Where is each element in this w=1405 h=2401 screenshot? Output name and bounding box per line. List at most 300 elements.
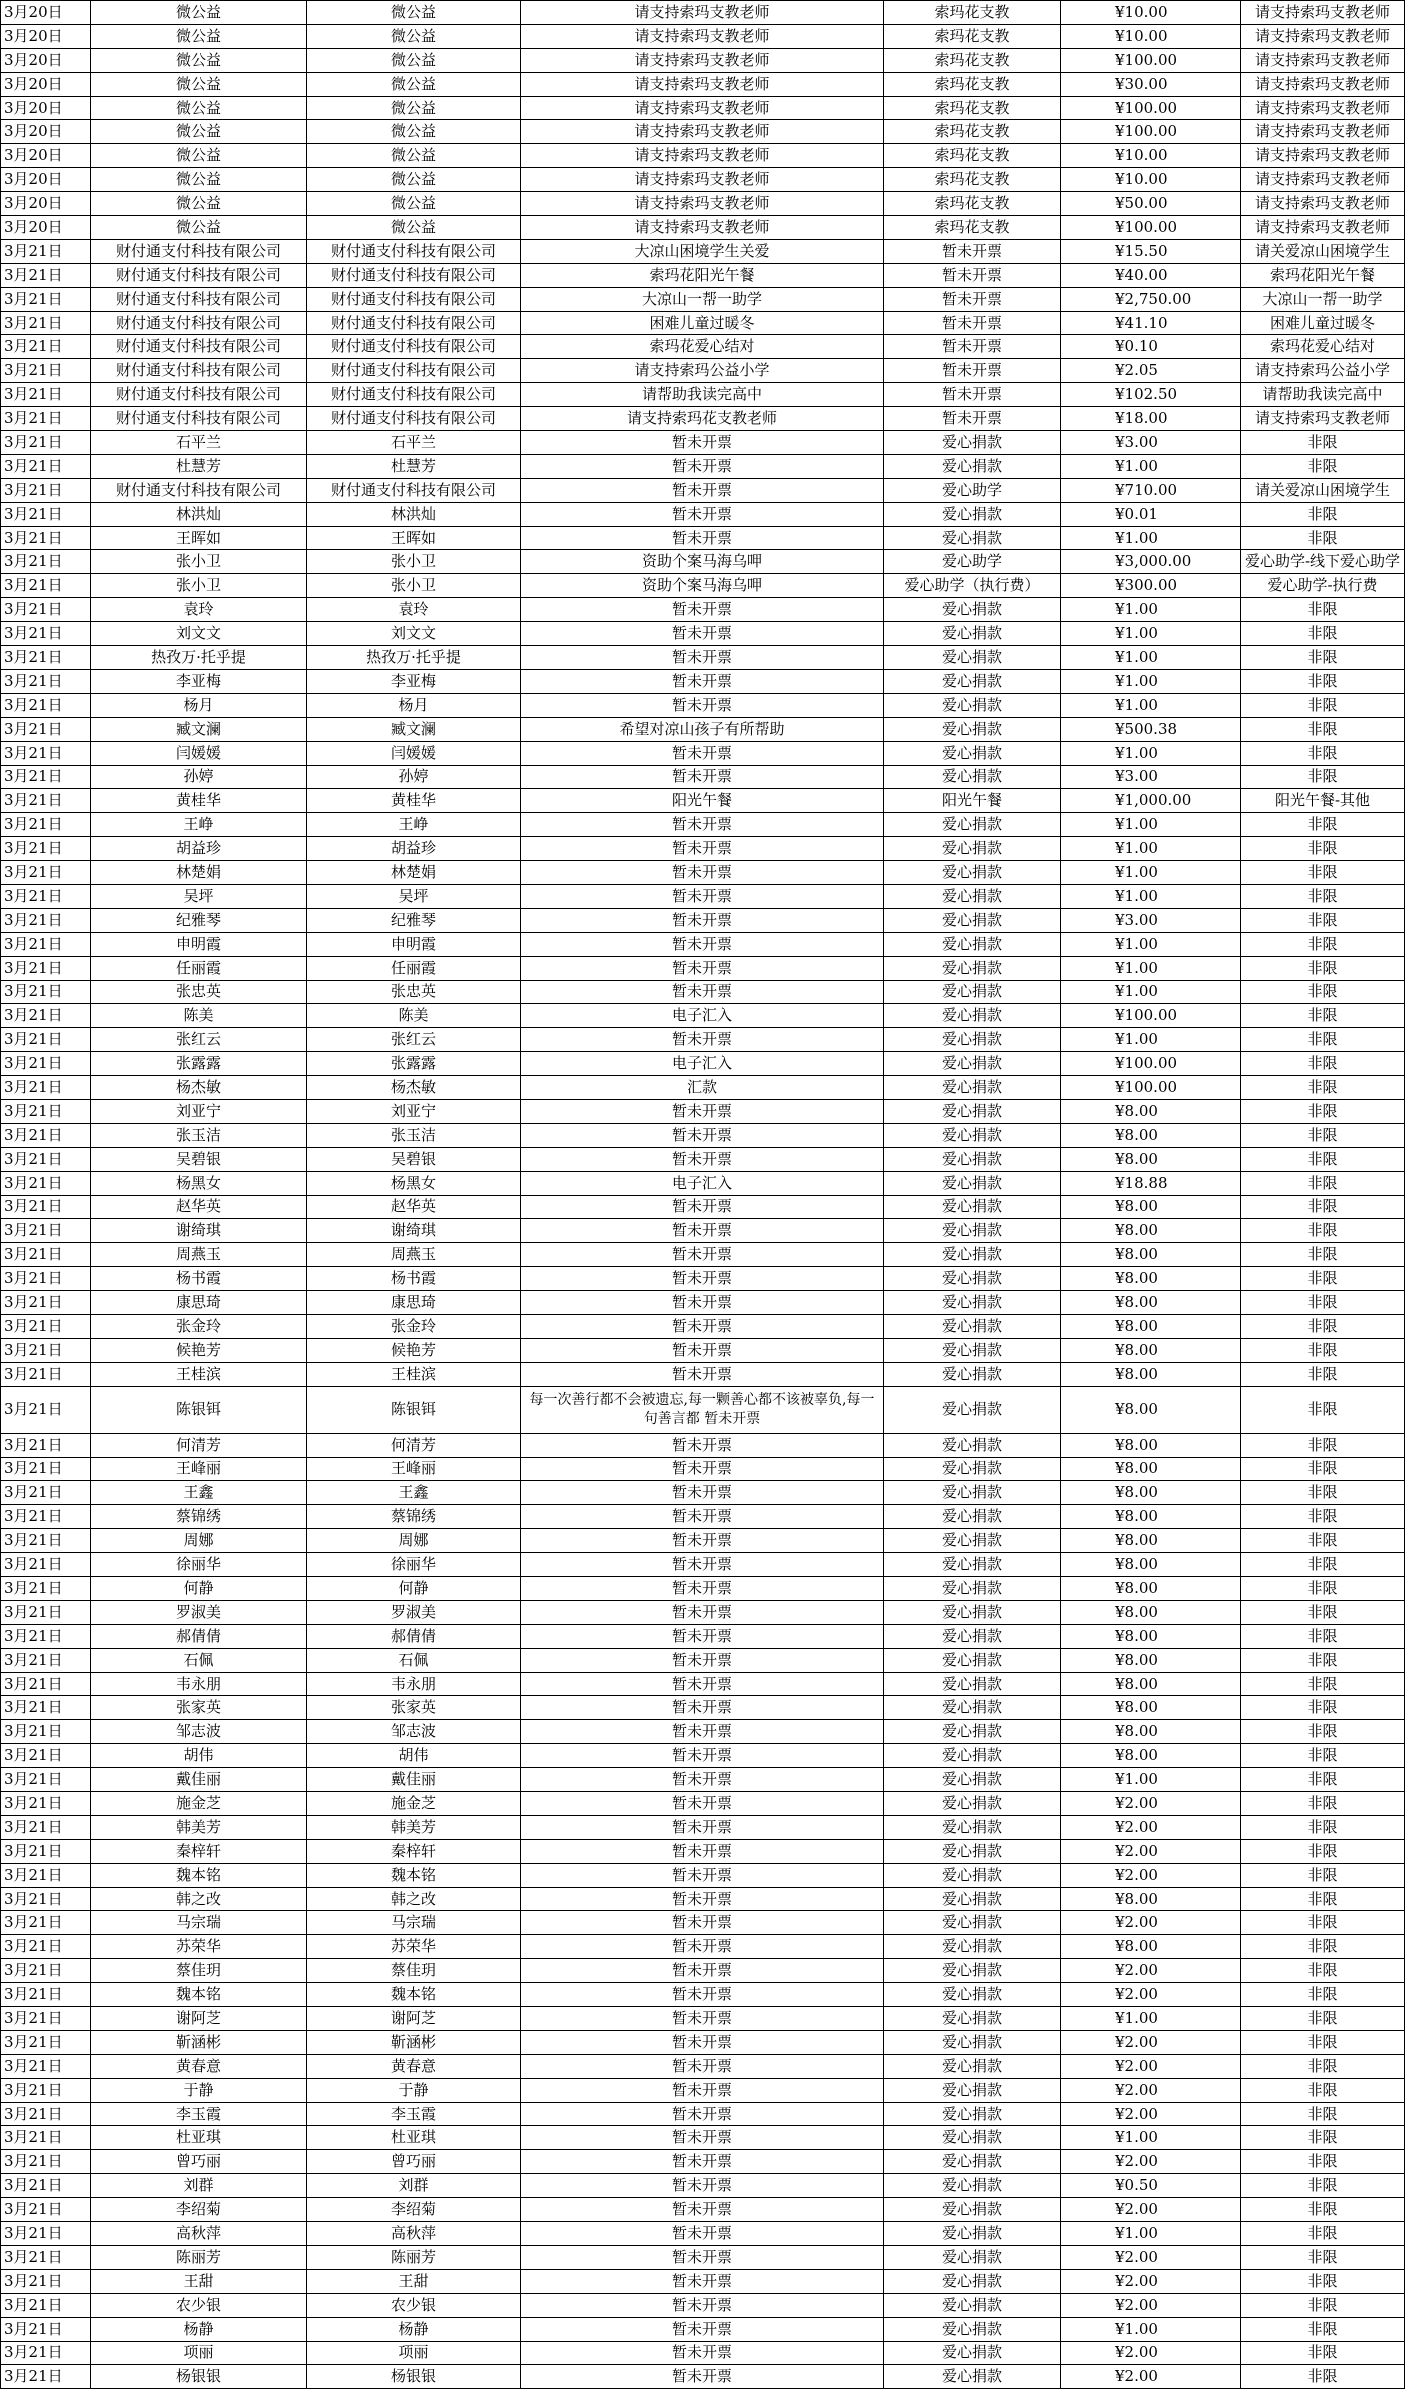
purpose-cell: 请支持索玛支教老师 — [521, 216, 884, 240]
amount-cell: ¥2.00 — [1061, 2293, 1241, 2317]
amount-cell: ¥1.00 — [1061, 669, 1241, 693]
table-row — [1, 383, 1405, 407]
purpose-cell: 暂未开票 — [521, 1959, 884, 1983]
table-row — [1, 1959, 1405, 1983]
project-cell: 索玛花支教 — [884, 72, 1061, 96]
date-cell: 3月21日 — [1, 1291, 91, 1315]
purpose-cell: 暂未开票 — [521, 669, 884, 693]
payer-cell: 张忠英 — [307, 980, 521, 1004]
project-cell: 爱心捐款 — [884, 1314, 1061, 1338]
project-cell: 爱心捐款 — [884, 669, 1061, 693]
date-cell: 3月20日 — [1, 72, 91, 96]
date-cell: 3月21日 — [1, 1983, 91, 2007]
amount-cell: ¥1.00 — [1061, 598, 1241, 622]
restriction-cell: 请关爱凉山困境学生 — [1241, 239, 1405, 263]
amount-cell: ¥2.00 — [1061, 1792, 1241, 1816]
donor-cell: 苏荣华 — [91, 1935, 307, 1959]
table-row — [1, 431, 1405, 455]
amount-cell: ¥1.00 — [1061, 526, 1241, 550]
restriction-cell: 非限 — [1241, 837, 1405, 861]
project-cell: 爱心捐款 — [884, 598, 1061, 622]
restriction-cell: 非限 — [1241, 1672, 1405, 1696]
date-cell: 3月21日 — [1, 1243, 91, 1267]
project-cell: 暂未开票 — [884, 263, 1061, 287]
table-row — [1, 669, 1405, 693]
payer-cell: 马宗瑞 — [307, 1911, 521, 1935]
donor-cell: 魏本铭 — [91, 1983, 307, 2007]
purpose-cell: 暂未开票 — [521, 884, 884, 908]
date-cell: 3月21日 — [1, 454, 91, 478]
purpose-cell: 电子汇入 — [521, 1004, 884, 1028]
table-row — [1, 239, 1405, 263]
amount-cell: ¥2.00 — [1061, 2054, 1241, 2078]
purpose-cell: 暂未开票 — [521, 1219, 884, 1243]
restriction-cell: 阳光午餐-其他 — [1241, 789, 1405, 813]
date-cell: 3月20日 — [1, 96, 91, 120]
donor-cell: 张小卫 — [91, 574, 307, 598]
purpose-cell: 暂未开票 — [521, 813, 884, 837]
donor-cell: 申明霞 — [91, 932, 307, 956]
project-cell: 爱心捐款 — [884, 1959, 1061, 1983]
amount-cell: ¥8.00 — [1061, 1672, 1241, 1696]
payer-cell: 李玉霞 — [307, 2102, 521, 2126]
date-cell: 3月21日 — [1, 407, 91, 431]
project-cell: 爱心捐款 — [884, 1386, 1061, 1433]
amount-cell: ¥2.00 — [1061, 1983, 1241, 2007]
donor-cell: 周娜 — [91, 1529, 307, 1553]
project-cell: 爱心捐款 — [884, 837, 1061, 861]
restriction-cell: 非限 — [1241, 1648, 1405, 1672]
donor-cell: 郝倩倩 — [91, 1624, 307, 1648]
restriction-cell: 请支持索玛公益小学 — [1241, 359, 1405, 383]
date-cell: 3月21日 — [1, 359, 91, 383]
purpose-cell: 暂未开票 — [521, 1314, 884, 1338]
purpose-cell: 请支持索玛支教老师 — [521, 72, 884, 96]
donor-cell: 赵华英 — [91, 1195, 307, 1219]
date-cell: 3月21日 — [1, 239, 91, 263]
project-cell: 暂未开票 — [884, 383, 1061, 407]
restriction-cell: 非限 — [1241, 1171, 1405, 1195]
restriction-cell: 非限 — [1241, 1457, 1405, 1481]
amount-cell: ¥300.00 — [1061, 574, 1241, 598]
project-cell: 爱心捐款 — [884, 1529, 1061, 1553]
date-cell: 3月21日 — [1, 717, 91, 741]
project-cell: 爱心捐款 — [884, 2245, 1061, 2269]
date-cell: 3月20日 — [1, 120, 91, 144]
table-row — [1, 144, 1405, 168]
amount-cell: ¥40.00 — [1061, 263, 1241, 287]
payer-cell: 周燕玉 — [307, 1243, 521, 1267]
donor-cell: 杨黑女 — [91, 1171, 307, 1195]
amount-cell: ¥41.10 — [1061, 311, 1241, 335]
restriction-cell: 非限 — [1241, 2054, 1405, 2078]
restriction-cell: 非限 — [1241, 1004, 1405, 1028]
date-cell: 3月21日 — [1, 1147, 91, 1171]
amount-cell: ¥8.00 — [1061, 1219, 1241, 1243]
payer-cell: 财付通支付科技有限公司 — [307, 311, 521, 335]
purpose-cell: 暂未开票 — [521, 1577, 884, 1601]
date-cell: 3月21日 — [1, 1911, 91, 1935]
project-cell: 爱心捐款 — [884, 1457, 1061, 1481]
table-row — [1, 1839, 1405, 1863]
payer-cell: 徐丽华 — [307, 1553, 521, 1577]
payer-cell: 袁玲 — [307, 598, 521, 622]
table-row — [1, 407, 1405, 431]
date-cell: 3月21日 — [1, 2054, 91, 2078]
payer-cell: 苏荣华 — [307, 1935, 521, 1959]
purpose-cell: 暂未开票 — [521, 1147, 884, 1171]
purpose-cell: 请支持索玛支教老师 — [521, 168, 884, 192]
payer-cell: 吴坪 — [307, 884, 521, 908]
project-cell: 爱心捐款 — [884, 2317, 1061, 2341]
amount-cell: ¥0.50 — [1061, 2174, 1241, 2198]
purpose-cell: 暂未开票 — [521, 2317, 884, 2341]
payer-cell: 林洪灿 — [307, 502, 521, 526]
donor-cell: 邹志波 — [91, 1720, 307, 1744]
amount-cell: ¥1.00 — [1061, 2222, 1241, 2246]
payer-cell: 陈丽芳 — [307, 2245, 521, 2269]
payer-cell: 财付通支付科技有限公司 — [307, 263, 521, 287]
amount-cell: ¥8.00 — [1061, 1696, 1241, 1720]
table-row — [1, 2054, 1405, 2078]
purpose-cell: 暂未开票 — [521, 861, 884, 885]
purpose-cell: 暂未开票 — [521, 1720, 884, 1744]
project-cell: 爱心捐款 — [884, 2126, 1061, 2150]
project-cell: 爱心捐款 — [884, 2198, 1061, 2222]
purpose-cell: 暂未开票 — [521, 2007, 884, 2031]
donor-cell: 王峰丽 — [91, 1457, 307, 1481]
amount-cell: ¥2.00 — [1061, 1815, 1241, 1839]
project-cell: 爱心捐款 — [884, 1815, 1061, 1839]
date-cell: 3月21日 — [1, 1815, 91, 1839]
date-cell: 3月21日 — [1, 2245, 91, 2269]
amount-cell: ¥1.00 — [1061, 622, 1241, 646]
payer-cell: 闫媛媛 — [307, 741, 521, 765]
purpose-cell: 暂未开票 — [521, 1243, 884, 1267]
table-row — [1, 765, 1405, 789]
date-cell: 3月21日 — [1, 1171, 91, 1195]
project-cell: 爱心捐款 — [884, 1887, 1061, 1911]
amount-cell: ¥8.00 — [1061, 1362, 1241, 1386]
restriction-cell: 非限 — [1241, 1553, 1405, 1577]
project-cell: 爱心捐款 — [884, 1219, 1061, 1243]
table-row — [1, 192, 1405, 216]
restriction-cell: 非限 — [1241, 2341, 1405, 2365]
project-cell: 爱心捐款 — [884, 1171, 1061, 1195]
table-row — [1, 96, 1405, 120]
date-cell: 3月21日 — [1, 1433, 91, 1457]
donor-cell: 韩之改 — [91, 1887, 307, 1911]
payer-cell: 杨静 — [307, 2317, 521, 2341]
donor-cell: 何清芳 — [91, 1433, 307, 1457]
amount-cell: ¥8.00 — [1061, 1123, 1241, 1147]
project-cell: 爱心捐款 — [884, 1147, 1061, 1171]
date-cell: 3月21日 — [1, 1600, 91, 1624]
restriction-cell: 非限 — [1241, 932, 1405, 956]
table-row — [1, 598, 1405, 622]
restriction-cell: 非限 — [1241, 956, 1405, 980]
restriction-cell: 非限 — [1241, 1052, 1405, 1076]
donor-cell: 闫媛媛 — [91, 741, 307, 765]
amount-cell: ¥8.00 — [1061, 1386, 1241, 1433]
payer-cell: 王峰丽 — [307, 1457, 521, 1481]
payer-cell: 张小卫 — [307, 550, 521, 574]
table-row — [1, 1171, 1405, 1195]
date-cell: 3月21日 — [1, 1577, 91, 1601]
restriction-cell: 困难儿童过暖冬 — [1241, 311, 1405, 335]
amount-cell: ¥8.00 — [1061, 1433, 1241, 1457]
date-cell: 3月21日 — [1, 1195, 91, 1219]
table-row — [1, 120, 1405, 144]
purpose-cell: 暂未开票 — [521, 2126, 884, 2150]
date-cell: 3月20日 — [1, 168, 91, 192]
payer-cell: 戴佳丽 — [307, 1768, 521, 1792]
donor-cell: 王甜 — [91, 2269, 307, 2293]
date-cell: 3月21日 — [1, 693, 91, 717]
purpose-cell: 暂未开票 — [521, 2293, 884, 2317]
date-cell: 3月21日 — [1, 789, 91, 813]
amount-cell: ¥1,000.00 — [1061, 789, 1241, 813]
table-row — [1, 1505, 1405, 1529]
purpose-cell: 资助个案马海乌呷 — [521, 550, 884, 574]
payer-cell: 财付通支付科技有限公司 — [307, 407, 521, 431]
project-cell: 暂未开票 — [884, 359, 1061, 383]
table-row — [1, 2245, 1405, 2269]
donor-cell: 张金玲 — [91, 1314, 307, 1338]
purpose-cell: 暂未开票 — [521, 2269, 884, 2293]
amount-cell: ¥1.00 — [1061, 884, 1241, 908]
restriction-cell: 非限 — [1241, 1433, 1405, 1457]
project-cell: 爱心捐款 — [884, 646, 1061, 670]
donor-cell: 候艳芳 — [91, 1338, 307, 1362]
project-cell: 爱心捐款 — [884, 502, 1061, 526]
donor-cell: 于静 — [91, 2078, 307, 2102]
project-cell: 爱心捐款 — [884, 1291, 1061, 1315]
amount-cell: ¥50.00 — [1061, 192, 1241, 216]
date-cell: 3月21日 — [1, 598, 91, 622]
table-row — [1, 693, 1405, 717]
amount-cell: ¥1.00 — [1061, 837, 1241, 861]
payer-cell: 何清芳 — [307, 1433, 521, 1457]
donor-cell: 罗淑美 — [91, 1600, 307, 1624]
restriction-cell: 非限 — [1241, 1219, 1405, 1243]
payer-cell: 杨月 — [307, 693, 521, 717]
table-row — [1, 1815, 1405, 1839]
project-cell: 爱心捐款 — [884, 526, 1061, 550]
donor-cell: 杨静 — [91, 2317, 307, 2341]
donor-cell: 杨月 — [91, 693, 307, 717]
table-row — [1, 884, 1405, 908]
table-row — [1, 216, 1405, 240]
restriction-cell: 请支持索玛支教老师 — [1241, 120, 1405, 144]
donor-cell: 蔡佳玥 — [91, 1959, 307, 1983]
date-cell: 3月21日 — [1, 1362, 91, 1386]
amount-cell: ¥30.00 — [1061, 72, 1241, 96]
project-cell: 爱心捐款 — [884, 1983, 1061, 2007]
donor-cell: 财付通支付科技有限公司 — [91, 335, 307, 359]
date-cell: 3月20日 — [1, 48, 91, 72]
purpose-cell: 暂未开票 — [521, 2030, 884, 2054]
purpose-cell: 暂未开票 — [521, 598, 884, 622]
restriction-cell: 非限 — [1241, 2293, 1405, 2317]
purpose-cell: 暂未开票 — [521, 2365, 884, 2389]
date-cell: 3月21日 — [1, 1505, 91, 1529]
purpose-cell: 每一次善行都不会被遗忘,每一颗善心都不该被辜负,每一句善言都 暂未开票 — [521, 1386, 884, 1433]
project-cell: 爱心捐款 — [884, 1243, 1061, 1267]
date-cell: 3月21日 — [1, 287, 91, 311]
donor-cell: 施金芝 — [91, 1792, 307, 1816]
table-row — [1, 168, 1405, 192]
project-cell: 爱心捐款 — [884, 1720, 1061, 1744]
amount-cell: ¥8.00 — [1061, 1291, 1241, 1315]
amount-cell: ¥10.00 — [1061, 168, 1241, 192]
restriction-cell: 非限 — [1241, 1529, 1405, 1553]
payer-cell: 何静 — [307, 1577, 521, 1601]
table-row — [1, 1744, 1405, 1768]
payer-cell: 胡伟 — [307, 1744, 521, 1768]
project-cell: 爱心捐款 — [884, 932, 1061, 956]
date-cell: 3月21日 — [1, 2365, 91, 2389]
payer-cell: 谢绮琪 — [307, 1219, 521, 1243]
purpose-cell: 暂未开票 — [521, 956, 884, 980]
date-cell: 3月21日 — [1, 2150, 91, 2174]
amount-cell: ¥8.00 — [1061, 1720, 1241, 1744]
purpose-cell: 暂未开票 — [521, 1672, 884, 1696]
date-cell: 3月21日 — [1, 2269, 91, 2293]
amount-cell: ¥1.00 — [1061, 741, 1241, 765]
project-cell: 索玛花支教 — [884, 168, 1061, 192]
restriction-cell: 非限 — [1241, 454, 1405, 478]
date-cell: 3月21日 — [1, 1959, 91, 1983]
payer-cell: 石佩 — [307, 1648, 521, 1672]
project-cell: 爱心助学 — [884, 478, 1061, 502]
restriction-cell: 请支持索玛支教老师 — [1241, 1, 1405, 25]
purpose-cell: 大凉山一帮一助学 — [521, 287, 884, 311]
purpose-cell: 暂未开票 — [521, 765, 884, 789]
restriction-cell: 非限 — [1241, 1863, 1405, 1887]
restriction-cell: 非限 — [1241, 2317, 1405, 2341]
donor-cell: 李亚梅 — [91, 669, 307, 693]
project-cell: 爱心捐款 — [884, 1099, 1061, 1123]
table-row — [1, 1481, 1405, 1505]
date-cell: 3月20日 — [1, 24, 91, 48]
restriction-cell: 非限 — [1241, 1935, 1405, 1959]
payer-cell: 张红云 — [307, 1028, 521, 1052]
table-row — [1, 1123, 1405, 1147]
purpose-cell: 暂未开票 — [521, 980, 884, 1004]
restriction-cell: 非限 — [1241, 1696, 1405, 1720]
amount-cell: ¥8.00 — [1061, 1648, 1241, 1672]
amount-cell: ¥100.00 — [1061, 1052, 1241, 1076]
table-row — [1, 1624, 1405, 1648]
donor-cell: 刘群 — [91, 2174, 307, 2198]
project-cell: 阳光午餐 — [884, 789, 1061, 813]
project-cell: 爱心捐款 — [884, 956, 1061, 980]
donor-cell: 微公益 — [91, 216, 307, 240]
amount-cell: ¥100.00 — [1061, 216, 1241, 240]
amount-cell: ¥2.00 — [1061, 2269, 1241, 2293]
restriction-cell: 非限 — [1241, 669, 1405, 693]
purpose-cell: 暂未开票 — [521, 1028, 884, 1052]
amount-cell: ¥8.00 — [1061, 1314, 1241, 1338]
table-row — [1, 1887, 1405, 1911]
project-cell: 爱心捐款 — [884, 1792, 1061, 1816]
date-cell: 3月20日 — [1, 144, 91, 168]
project-cell: 爱心捐款 — [884, 1768, 1061, 1792]
project-cell: 索玛花支教 — [884, 144, 1061, 168]
table-row — [1, 1291, 1405, 1315]
purpose-cell: 希望对凉山孩子有所帮助 — [521, 717, 884, 741]
project-cell: 爱心捐款 — [884, 717, 1061, 741]
purpose-cell: 暂未开票 — [521, 1768, 884, 1792]
restriction-cell: 非限 — [1241, 2245, 1405, 2269]
payer-cell: 微公益 — [307, 72, 521, 96]
purpose-cell: 暂未开票 — [521, 1291, 884, 1315]
payer-cell: 王鑫 — [307, 1481, 521, 1505]
purpose-cell: 请支持索玛支教老师 — [521, 96, 884, 120]
amount-cell: ¥100.00 — [1061, 48, 1241, 72]
restriction-cell: 非限 — [1241, 717, 1405, 741]
table-body — [1, 1, 1405, 2389]
restriction-cell: 非限 — [1241, 1600, 1405, 1624]
restriction-cell: 非限 — [1241, 1839, 1405, 1863]
project-cell: 爱心捐款 — [884, 1028, 1061, 1052]
donor-cell: 李玉霞 — [91, 2102, 307, 2126]
amount-cell: ¥102.50 — [1061, 383, 1241, 407]
purpose-cell: 暂未开票 — [521, 2174, 884, 2198]
purpose-cell: 暂未开票 — [521, 932, 884, 956]
amount-cell: ¥1.00 — [1061, 1028, 1241, 1052]
date-cell: 3月21日 — [1, 2341, 91, 2365]
date-cell: 3月21日 — [1, 1624, 91, 1648]
table-row — [1, 2030, 1405, 2054]
purpose-cell: 暂未开票 — [521, 1624, 884, 1648]
project-cell: 爱心捐款 — [884, 1911, 1061, 1935]
date-cell: 3月21日 — [1, 1386, 91, 1433]
table-row — [1, 789, 1405, 813]
restriction-cell: 非限 — [1241, 1815, 1405, 1839]
amount-cell: ¥2.00 — [1061, 2102, 1241, 2126]
table-row — [1, 574, 1405, 598]
purpose-cell: 暂未开票 — [521, 1362, 884, 1386]
amount-cell: ¥8.00 — [1061, 1887, 1241, 1911]
date-cell: 3月21日 — [1, 1457, 91, 1481]
table-row — [1, 646, 1405, 670]
purpose-cell: 暂未开票 — [521, 837, 884, 861]
purpose-cell: 请帮助我读完高中 — [521, 383, 884, 407]
date-cell: 3月21日 — [1, 669, 91, 693]
restriction-cell: 非限 — [1241, 1123, 1405, 1147]
restriction-cell: 非限 — [1241, 1267, 1405, 1291]
amount-cell: ¥1.00 — [1061, 813, 1241, 837]
purpose-cell: 暂未开票 — [521, 502, 884, 526]
project-cell: 爱心捐款 — [884, 2030, 1061, 2054]
table-row — [1, 335, 1405, 359]
purpose-cell: 暂未开票 — [521, 2150, 884, 2174]
restriction-cell: 非限 — [1241, 1291, 1405, 1315]
purpose-cell: 暂未开票 — [521, 2245, 884, 2269]
payer-cell: 项丽 — [307, 2341, 521, 2365]
amount-cell: ¥2,750.00 — [1061, 287, 1241, 311]
project-cell: 爱心捐款 — [884, 813, 1061, 837]
donor-cell: 张红云 — [91, 1028, 307, 1052]
table-row — [1, 1792, 1405, 1816]
payer-cell: 财付通支付科技有限公司 — [307, 287, 521, 311]
project-cell: 爱心捐款 — [884, 2054, 1061, 2078]
payer-cell: 刘文文 — [307, 622, 521, 646]
payer-cell: 微公益 — [307, 24, 521, 48]
restriction-cell: 非限 — [1241, 1386, 1405, 1433]
